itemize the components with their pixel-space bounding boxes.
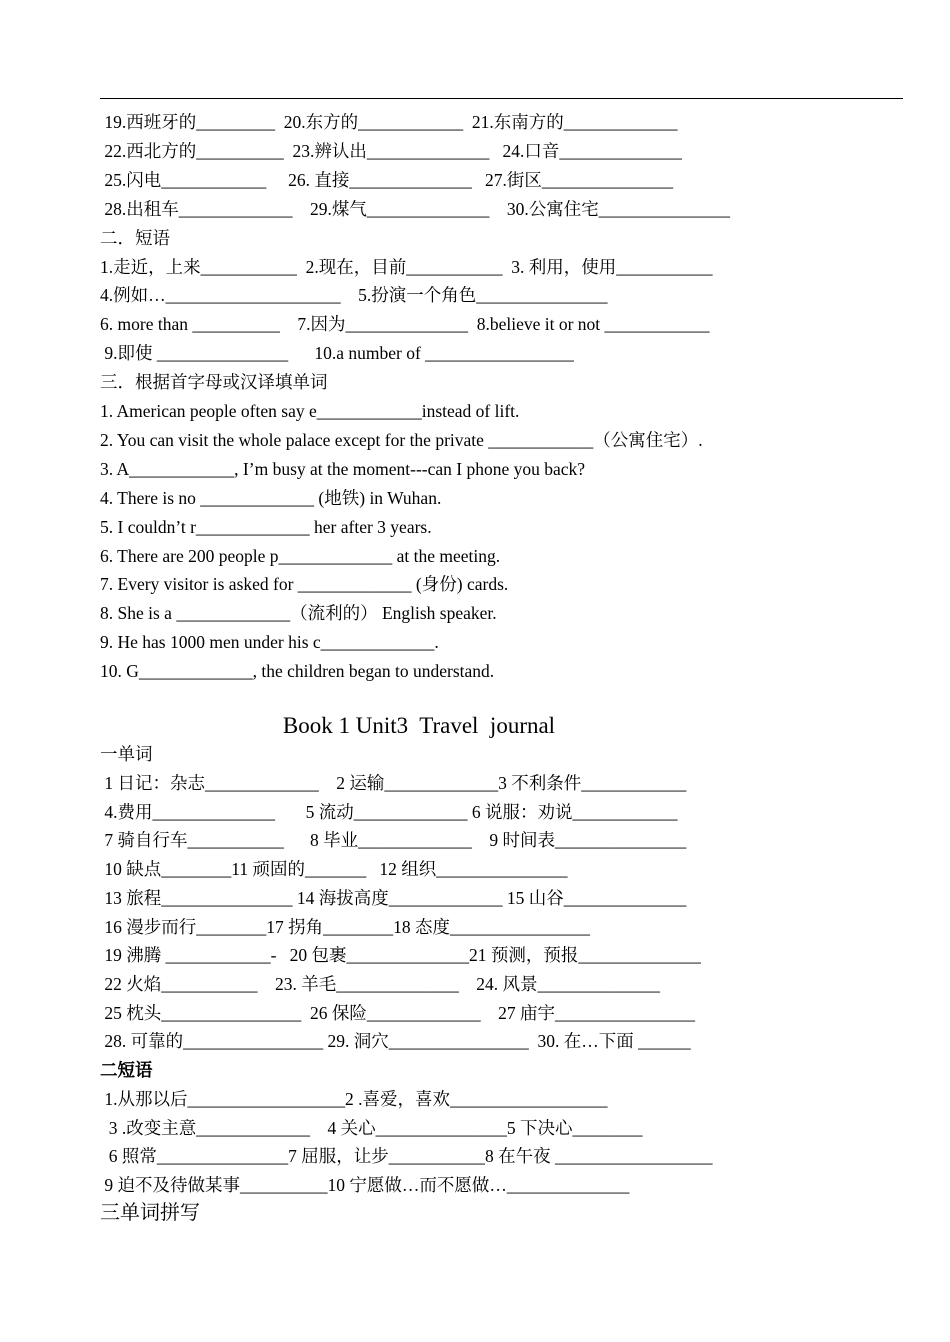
exercise-line: 10. G_____________, the children began to understand. — [100, 661, 495, 682]
vocab-line: 25 枕头________________ 26 保险_____________ 27 庙宇________________ — [100, 1002, 695, 1023]
header-rule — [100, 98, 903, 99]
phrase-line: 3 .改变主意_____________ 4 关心_______________5 下决心________ — [100, 1117, 643, 1138]
exercise-line: 5. I couldn’t r_____________ her after 3 years. — [100, 516, 432, 537]
exercise-line: 25.闪电____________ 26. 直接______________ 27.街区_______________ — [100, 169, 674, 190]
exercise-line: 2. You can visit the whole palace except for the private ____________（公寓住宅）. — [100, 429, 703, 450]
vocab-line: 10 缺点________11 顽固的_______ 12 组织_______________ — [100, 859, 568, 880]
vocab-line: 4.费用______________ 5 流动_____________ 6 说服：劝说____________ — [100, 801, 678, 822]
exercise-line: 6. There are 200 people p_____________ at the meeting. — [100, 545, 501, 566]
vocab-line: 13 旅程_______________ 14 海拔高度_____________ 15 山谷______________ — [100, 887, 687, 908]
exercise-line: 1. American people often say e____________instead of lift. — [100, 401, 520, 421]
unit-title: Book 1 Unit3 Travel journal — [282, 713, 556, 738]
section-spelling-heading: 三单词拼写 — [100, 1202, 200, 1224]
exercise-line: 4.例如…____________________ 5.扮演一个角色_______________ — [100, 285, 608, 306]
exercise-line: 7. Every visitor is asked for _____________ (身份) cards. — [100, 574, 509, 595]
phrase-line: 6 照常_______________7 屈服，让步___________8 在午夜 __________________ — [100, 1146, 713, 1167]
phrase-line: 9 迫不及待做某事__________10 宁愿做…而不愿做…______________ — [100, 1175, 630, 1196]
exercise-line: 28.出租车_____________ 29.煤气______________ 30.公寓住宅_______________ — [100, 198, 730, 219]
exercise-line: 4. There is no _____________ (地铁) in Wuhan. — [100, 487, 442, 508]
exercise-line: 1.走近，上来___________ 2.现在，目前___________ 3. 利用，使用___________ — [100, 256, 713, 277]
exercise-line: 6. more than __________ 7.因为______________ 8.believe it or not ____________ — [100, 314, 710, 335]
exercise-line: 8. She is a _____________（流利的） English speaker. — [100, 603, 497, 624]
vocab-line: 28. 可靠的________________ 29. 洞穴________________ 30. 在…下面 ______ — [100, 1031, 691, 1052]
exercise-line: 19.西班牙的_________ 20.东方的____________ 21.东南方的_____________ — [100, 112, 678, 132]
section-words-heading: 一单词 — [100, 744, 153, 764]
vocab-line: 7 骑自行车___________ 8 毕业_____________ 9 时间表_______________ — [100, 830, 687, 851]
vocab-line: 16 漫步而行________17 拐角________18 态度________________ — [100, 916, 590, 937]
exercise-line: 3. A____________, I’m busy at the moment---can I phone you back? — [100, 458, 586, 479]
section-phrases-heading: 二短语 — [100, 1060, 153, 1080]
phrase-line: 1.从那以后__________________2 .喜爱，喜欢__________________ — [100, 1089, 608, 1109]
vocab-line: 19 沸腾 ____________- 20 包裹______________21 预测，预报______________ — [100, 945, 701, 966]
exercise-line: 9. He has 1000 men under his c_____________. — [100, 632, 439, 653]
vocab-line: 1 日记：杂志_____________ 2 运输_____________3 不利条件____________ — [100, 773, 687, 793]
exercise-line: 9.即使 _______________ 10.a number of _________________ — [100, 343, 574, 364]
exercise-line: 二．短语 — [100, 227, 170, 248]
exercise-line: 22.西北方的__________ 23.辨认出______________ 24.口音______________ — [100, 140, 682, 161]
vocab-line: 22 火焰___________ 23. 羊毛______________ 24. 风景______________ — [100, 973, 660, 994]
exercise-line: 三．根据首字母或汉译填单词 — [100, 372, 328, 393]
